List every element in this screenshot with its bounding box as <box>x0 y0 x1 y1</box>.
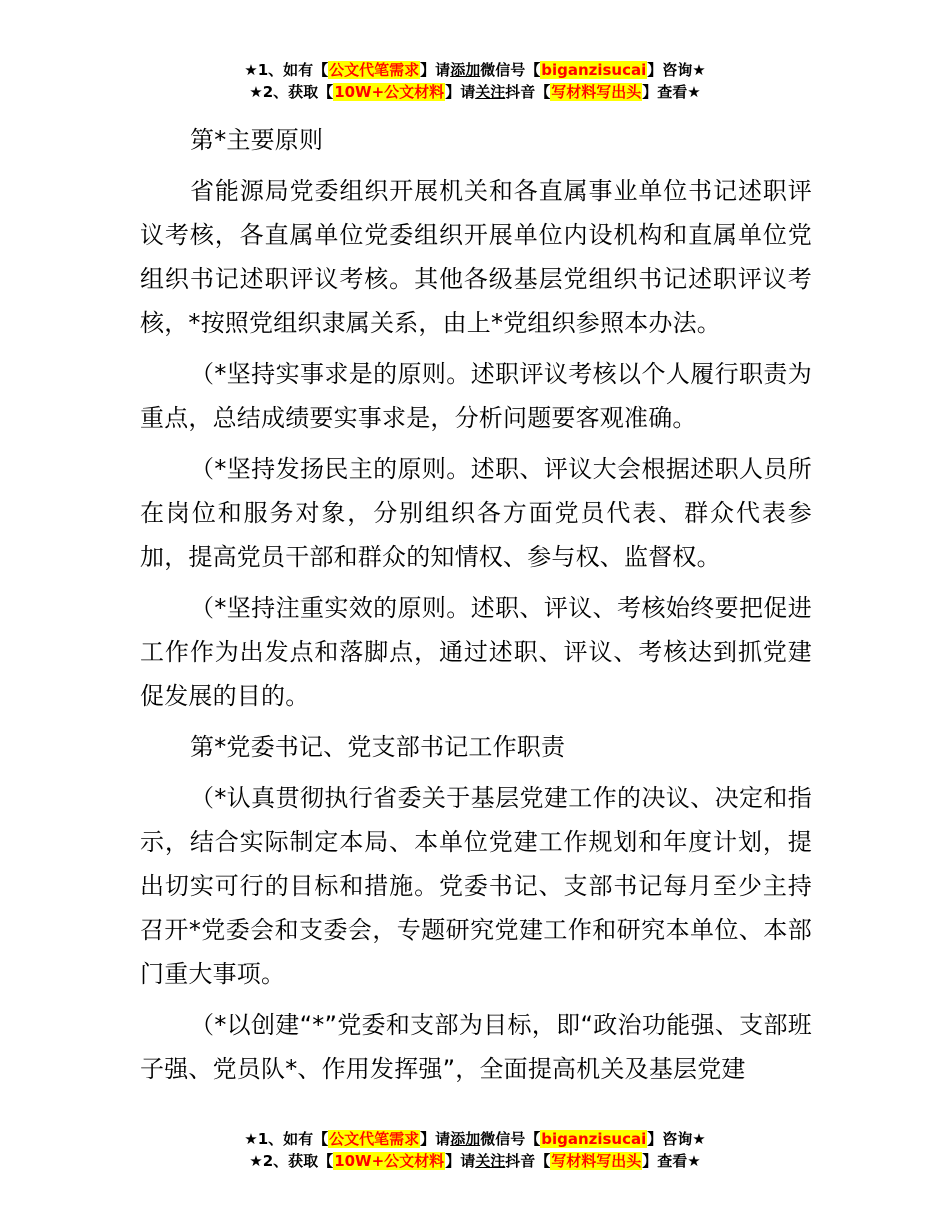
promo-text: 】请 <box>420 61 451 79</box>
paragraph: （*坚持注重实效的原则。述职、评议、考核始终要把促进工作作为出发点和落脚点，通过述职、评议、考核达到抓党建促发展的目的。 <box>140 594 812 710</box>
promo-highlight: 10W+公文材料 <box>334 83 445 101</box>
promo-emphasis: 添加 <box>450 1130 481 1148</box>
wechat-id-highlight: biganzisucai <box>541 61 647 79</box>
promo-line-2 <box>0 1150 950 1172</box>
promo-highlight: 公文代笔需求 <box>329 61 420 79</box>
promo-highlight: 10W+公文材料 <box>334 1152 445 1170</box>
promo-emphasis: 关注 <box>475 83 506 101</box>
bottom-promo-banner <box>0 1128 950 1172</box>
promo-text: ★1、如有【 <box>244 61 329 79</box>
promo-text: 微信号【 <box>480 1130 541 1148</box>
promo-text: 抖音【 <box>505 83 551 101</box>
promo-text: 抖音【 <box>505 1152 551 1170</box>
promo-text: 】请 <box>445 83 476 101</box>
promo-text: ★2、获取【 <box>249 83 334 101</box>
promo-text: 】查看★ <box>642 1152 701 1170</box>
document-body <box>140 118 812 1091</box>
promo-text: 】咨询★ <box>647 1130 706 1148</box>
promo-highlight: 公文代笔需求 <box>329 1130 420 1148</box>
promo-text: 微信号【 <box>480 61 541 79</box>
section-heading: 第*党委书记、党支部书记工作职责 <box>190 733 566 761</box>
promo-text: 】查看★ <box>642 83 701 101</box>
promo-text: 】咨询★ <box>647 61 706 79</box>
paragraph: （*坚持实事求是的原则。述职评议考核以个人履行职责为重点，总结成绩要实事求是，分析问题要客观准确。 <box>140 360 812 432</box>
promo-emphasis: 添加 <box>450 61 481 79</box>
wechat-id-highlight: biganzisucai <box>541 1130 647 1148</box>
promo-emphasis: 关注 <box>475 1152 506 1170</box>
paragraph: （*坚持发扬民主的原则。述职、评议大会根据述职人员所在岗位和服务对象，分别组织各方面党员代表、群众代表参加，提高党员干部和群众的知情权、参与权、监督权。 <box>140 455 812 571</box>
douyin-id-highlight: 写材料写出头 <box>551 1152 642 1170</box>
promo-line-2 <box>0 81 950 103</box>
promo-line-1 <box>0 1128 950 1150</box>
paragraph: （*认真贯彻执行省委关于基层党建工作的决议、决定和指示，结合实际制定本局、本单位党建工作规划和年度计划，提出切实可行的目标和措施。党委书记、支部书记每月至少主持召开*党委会和支委会，专题研究党建工作和研究本单位、本部门重大事项。 <box>140 784 812 988</box>
promo-text: 】请 <box>445 1152 476 1170</box>
paragraph: （*以创建“*”党委和支部为目标，即“政治功能强、支部班子强、党员队*、作用发挥强”，全面提高机关及基层党建 <box>140 1011 812 1083</box>
top-promo-banner <box>0 59 950 103</box>
promo-text: ★1、如有【 <box>244 1130 329 1148</box>
douyin-id-highlight: 写材料写出头 <box>551 83 642 101</box>
paragraph: 省能源局党委组织开展机关和各直属事业单位书记述职评议考核，各直属单位党委组织开展单位内设机构和直属单位党组织书记述职评议考核。其他各级基层党组织书记述职评议考核，*按照党组织隶属关系，由上*党组织参照本办法。 <box>140 177 812 337</box>
promo-line-1 <box>0 59 950 81</box>
promo-text: 】请 <box>420 1130 451 1148</box>
promo-text: ★2、获取【 <box>249 1152 334 1170</box>
section-heading: 第*主要原则 <box>190 126 324 154</box>
